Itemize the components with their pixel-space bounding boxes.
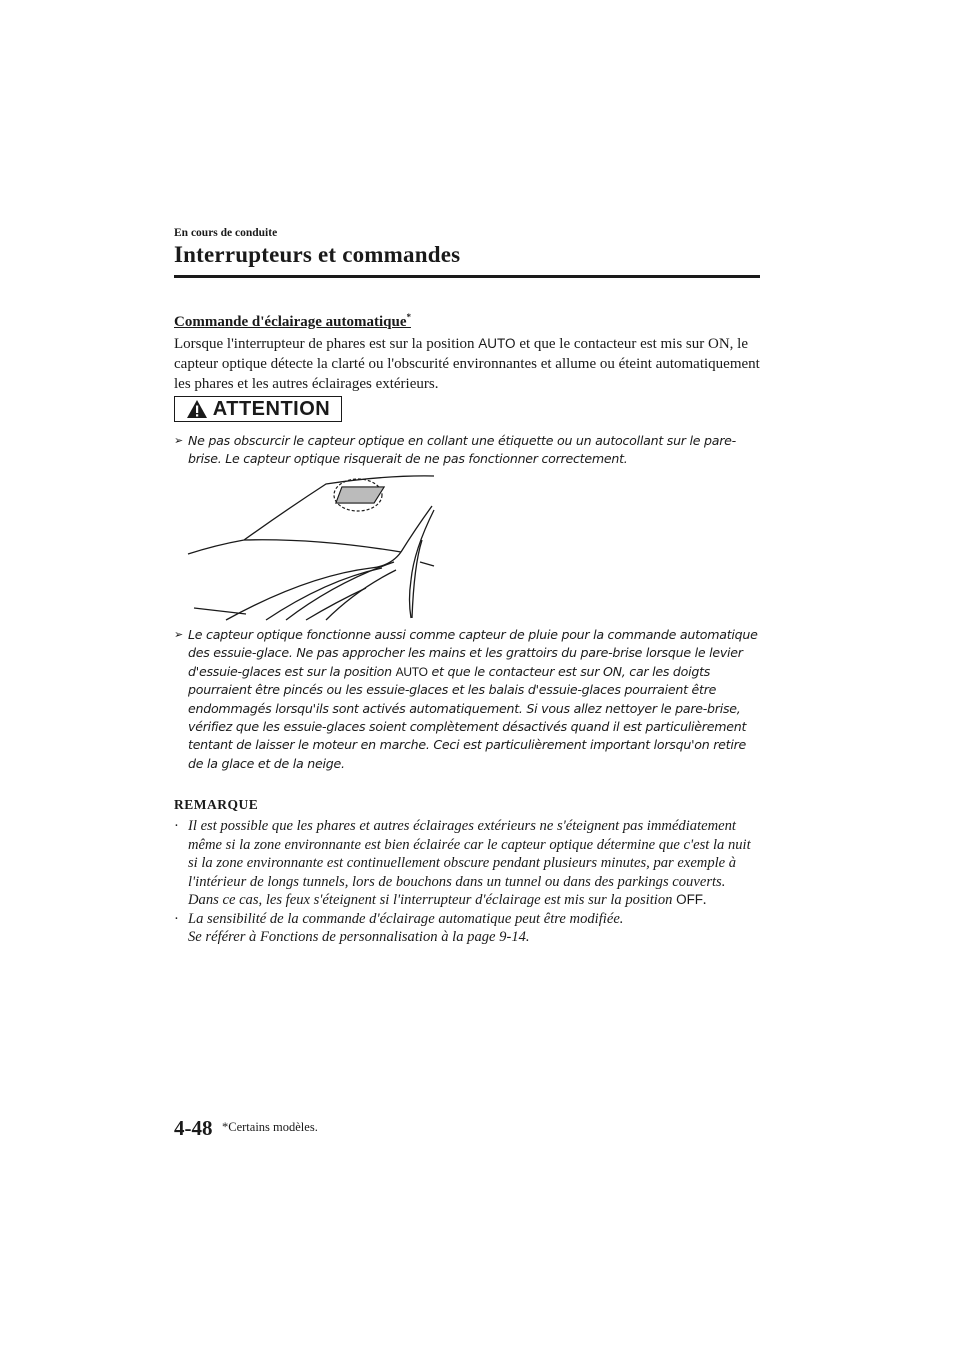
list-item: [174, 817, 764, 910]
warning-text: [188, 626, 764, 773]
model-asterisk: *: [406, 312, 411, 322]
footer-note: *Certains modèles.: [222, 1120, 318, 1134]
note-extra-1: Dans ce cas, les feux s'éteignent si l'interrupteur d'éclairage est mis sur la position: [188, 892, 677, 908]
arrow-bullet-icon: ➢: [174, 434, 183, 447]
warning-item: [174, 626, 764, 773]
note-text: Il est possible que les phares et autres éclairages extérieurs ne s'éteignent pas immédiatement même si la zone environnante est bien éclairée car le capteur optique détermine que c'est la nuit si la zone environnante est continuellement obscure pendant plusieurs minutes, par exemple à l'intérieur de longs tunnels, lors de bouchons dans un tunnel ou dans des parkings couverts.: [188, 818, 751, 890]
off-keyword: OFF: [676, 892, 704, 907]
warning-item: [174, 432, 764, 469]
auto-keyword: AUTO: [395, 664, 428, 679]
note-text: La sensibilité de la commande d'éclairage automatique peut être modifiée.: [188, 910, 624, 927]
cross-reference-link[interactable]: Se référer à Fonctions de personnalisation à la page 9-14.: [188, 929, 530, 945]
bullet-icon: ·: [174, 818, 179, 834]
arrow-bullet-icon: ➢: [174, 628, 183, 641]
section-label: En cours de conduite: [174, 227, 278, 239]
bullet-icon: ·: [174, 910, 179, 927]
attention-box: [174, 396, 342, 422]
subsection-heading: [174, 312, 411, 331]
remarque-list: [174, 817, 764, 947]
attention-label: ATTENTION: [212, 397, 331, 420]
intro-paragraph: [174, 334, 764, 394]
title-divider: [174, 275, 760, 278]
page-number: 4-48: [174, 1116, 213, 1140]
note-extra-2: .: [703, 892, 707, 908]
windshield-sensor-illustration: [186, 470, 446, 622]
intro-text-2: et que le contacteur est mis sur ON, le capteur optique détecte la clarté ou l'obscurité environnantes et allume ou éteint automatiquement les phares et les autres éclairages extérieurs.: [174, 336, 760, 392]
warning-text: Ne pas obscurcir le capteur optique en collant une étiquette ou un autocollant sur le pare-brise. Le capteur optique risquerait de ne pas fonctionner correctement.: [188, 433, 736, 467]
subsection-heading-text: Commande d'éclairage automatique: [174, 314, 407, 330]
remarque-heading: REMARQUE: [174, 797, 259, 812]
list-item: [174, 910, 764, 947]
warning-text-1: Le capteur optique fonctionne aussi comme capteur de pluie pour la commande automatique des essuie-glace. Ne pas approcher les mains et les grattoirs du pare-brise lorsque le levier d'essuie-glaces est sur la position: [188, 627, 758, 679]
warning-triangle-icon: [186, 399, 208, 419]
page-title: Interrupteurs et commandes: [174, 242, 461, 267]
auto-keyword: AUTO: [478, 336, 516, 351]
intro-text-1: Lorsque l'interrupteur de phares est sur la position: [174, 336, 479, 352]
warning-text-2: et que le contacteur est sur ON, car les doigts pourraient être pincés ou les essuie-glaces et les balais d'essuie-glaces pourraient être endommagés lorsqu'ils sont activés automatiquement. Si vous allez nettoyer le pare-brise, vérifiez que les essuie-glaces soient complètement désactivés quand il est particulièrement tentant de laisser le moteur en marche. Ceci est particulièrement important lorsqu'on retire de la glace et de la neige.: [188, 663, 747, 771]
